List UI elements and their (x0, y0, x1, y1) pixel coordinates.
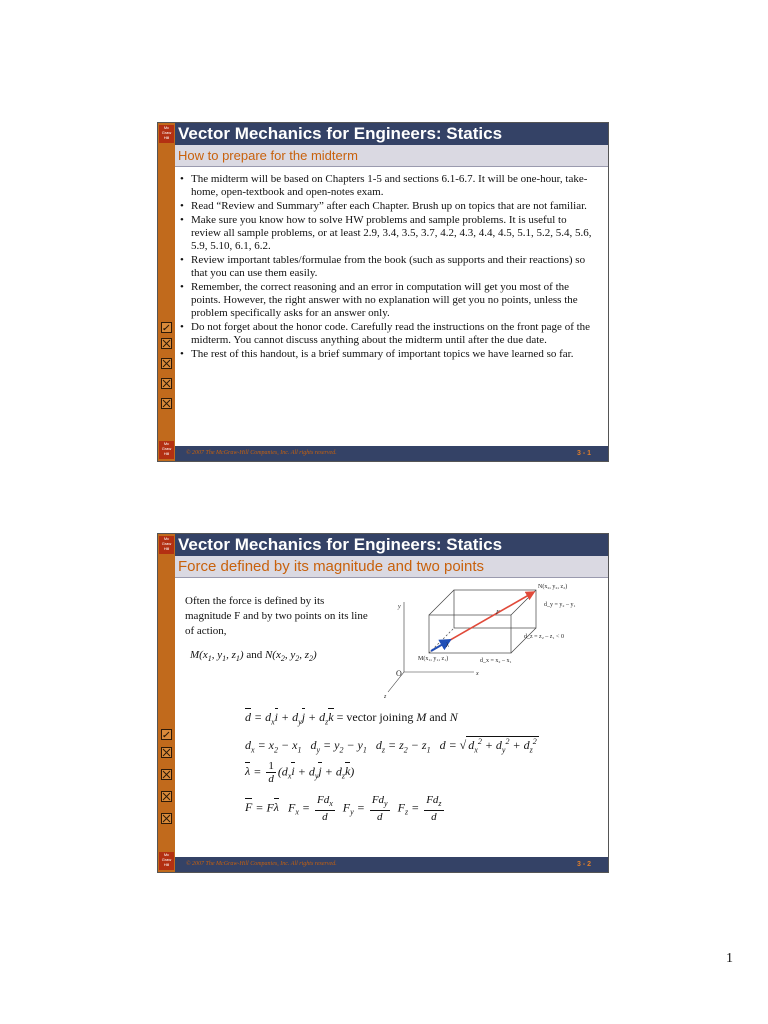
equation-force: F = Fλ $F_x$ = $\frac{Fd_x}{d}$ $F_y$ = $\frac{Fd_y}{d}$ $F_z$ = $\frac{Fd_z}{d}$ (245, 794, 442, 824)
box-edge (511, 628, 536, 653)
copyright-text: © 2007 The McGraw-Hill Companies, Inc. All rights reserved. (186, 450, 337, 456)
label-n: N(x₂, y₂, z₂) (538, 584, 568, 590)
label-x: x (476, 671, 479, 677)
force-box-diagram (384, 580, 606, 700)
and-word: and (429, 710, 447, 724)
slide-footer (175, 857, 608, 872)
slide-sidebar (158, 123, 175, 461)
copyright-text: © 2007 The McGraw-Hill Companies, Inc. All rights reserved. (186, 861, 337, 867)
bullet-item: • The midterm will be based on Chapters 1-5 and sections 6.1-6.7. It will be one-hour, take-home, open-textbook and open-notes exam. (180, 173, 594, 199)
bullet-item: • The rest of this handout, is a brief summary of important topics we have learned so far. (180, 348, 594, 361)
slide-title: Vector Mechanics for Engineers: Statics (175, 534, 608, 556)
label-m: M(x₁, y₁, z₁) (418, 656, 449, 662)
nav-back-icon[interactable] (161, 769, 172, 780)
nav-edit-icon[interactable] (161, 322, 172, 333)
box-back (454, 590, 536, 628)
label-z: z (384, 694, 387, 700)
vector-joining-text: = vector joining (336, 710, 414, 724)
slide-3-1 (157, 122, 609, 462)
bullet-item: • Do not forget about the honor code. Carefully read the instructions on the front page of the midterm. You cannot discuss anything about the midterm until after the due date. (180, 321, 594, 347)
page-number: 1 (726, 951, 733, 966)
slide-sidebar (158, 534, 175, 872)
and-word: and (246, 649, 263, 661)
label-lambda: λ (446, 643, 449, 649)
nav-contents-icon[interactable] (161, 338, 172, 349)
equation-d-vector: $d = d_xi + d_yj + d_zk$ = vector joining M and N (245, 710, 458, 727)
slide-subtitle: Force defined by its magnitude and two points (175, 556, 608, 578)
nav-back-icon[interactable] (161, 358, 172, 369)
slide-subtitle: How to prepare for the midterm (175, 145, 608, 167)
label-dy: d_y = y₂ – y₁ (544, 602, 576, 608)
bullet-item: • Review important tables/formulae from the book (such as supports and their reactions) so that you can use them easily. (180, 254, 594, 280)
nav-exit-icon[interactable] (161, 398, 172, 409)
nav-edit-icon[interactable] (161, 729, 172, 740)
label-y: y (398, 604, 401, 610)
mcgraw-hill-logo: Mc Graw Hill (159, 536, 174, 554)
slide-title: Vector Mechanics for Engineers: Statics (175, 123, 608, 145)
intro-text: Often the force is defined by its magnitude F and by two points on its line of action, (185, 595, 368, 637)
label-f: F (496, 610, 500, 616)
bullet-list (180, 173, 594, 362)
label-dz: d_z = z₂ – z₁ < 0 (524, 634, 564, 640)
bullet-item: • Make sure you know how to solve HW problems and sample problems. It is useful to review all sample problems, or at least 2.9, 3.4, 3.5, 3.7, 4.2, 4.3, 4.4, 4.5, 5.1, 5.2, 5.4, 5.6, 5.9, 5.10, 6.1, 6.2. (180, 214, 594, 253)
slide-3-2 (157, 533, 609, 873)
label-dx: d_x = x₂ – x₁ (480, 658, 512, 664)
slide-number: 3 - 2 (576, 861, 591, 868)
bullet-item: • Read “Review and Summary” after each Chapter. Brush up on topics that are not familiar. (180, 200, 594, 213)
equation-lambda: λ = $\frac{1}{d}$ $(d_xi + d_yj + d_zk)$ (245, 760, 355, 785)
nav-contents-icon[interactable] (161, 747, 172, 758)
equation-components: $d_x = x_2 - x_1$ $d_y = y_2 - y_1$ $d_z = z_2 - z_1$ d = √ $d_x^2 + d_y^2 + d_z^2$ (245, 737, 537, 755)
slide-number: 3 - 1 (576, 450, 591, 457)
nav-exit-icon[interactable] (161, 813, 172, 824)
label-o: O (396, 669, 402, 678)
nav-forward-icon[interactable] (161, 791, 172, 802)
box-edge (429, 590, 454, 615)
box-front (429, 615, 511, 653)
mcgraw-hill-logo: Mc Graw Hill (159, 125, 174, 143)
slide-footer (175, 446, 608, 461)
nav-forward-icon[interactable] (161, 378, 172, 389)
mcgraw-hill-logo-bottom: Mc Graw Hill (159, 852, 174, 870)
points-definition: $M(x_1$, $y_1$, $z_1$) and $N(x_2$, $y_2$, $z_2$) (190, 649, 317, 664)
mcgraw-hill-logo-bottom: Mc Graw Hill (159, 441, 174, 459)
bullet-item: • Remember, the correct reasoning and an error in computation will get you most of the points. However, the right answer with no explanation will get you no points, unless the problem specifically asks for an answer only. (180, 281, 594, 320)
